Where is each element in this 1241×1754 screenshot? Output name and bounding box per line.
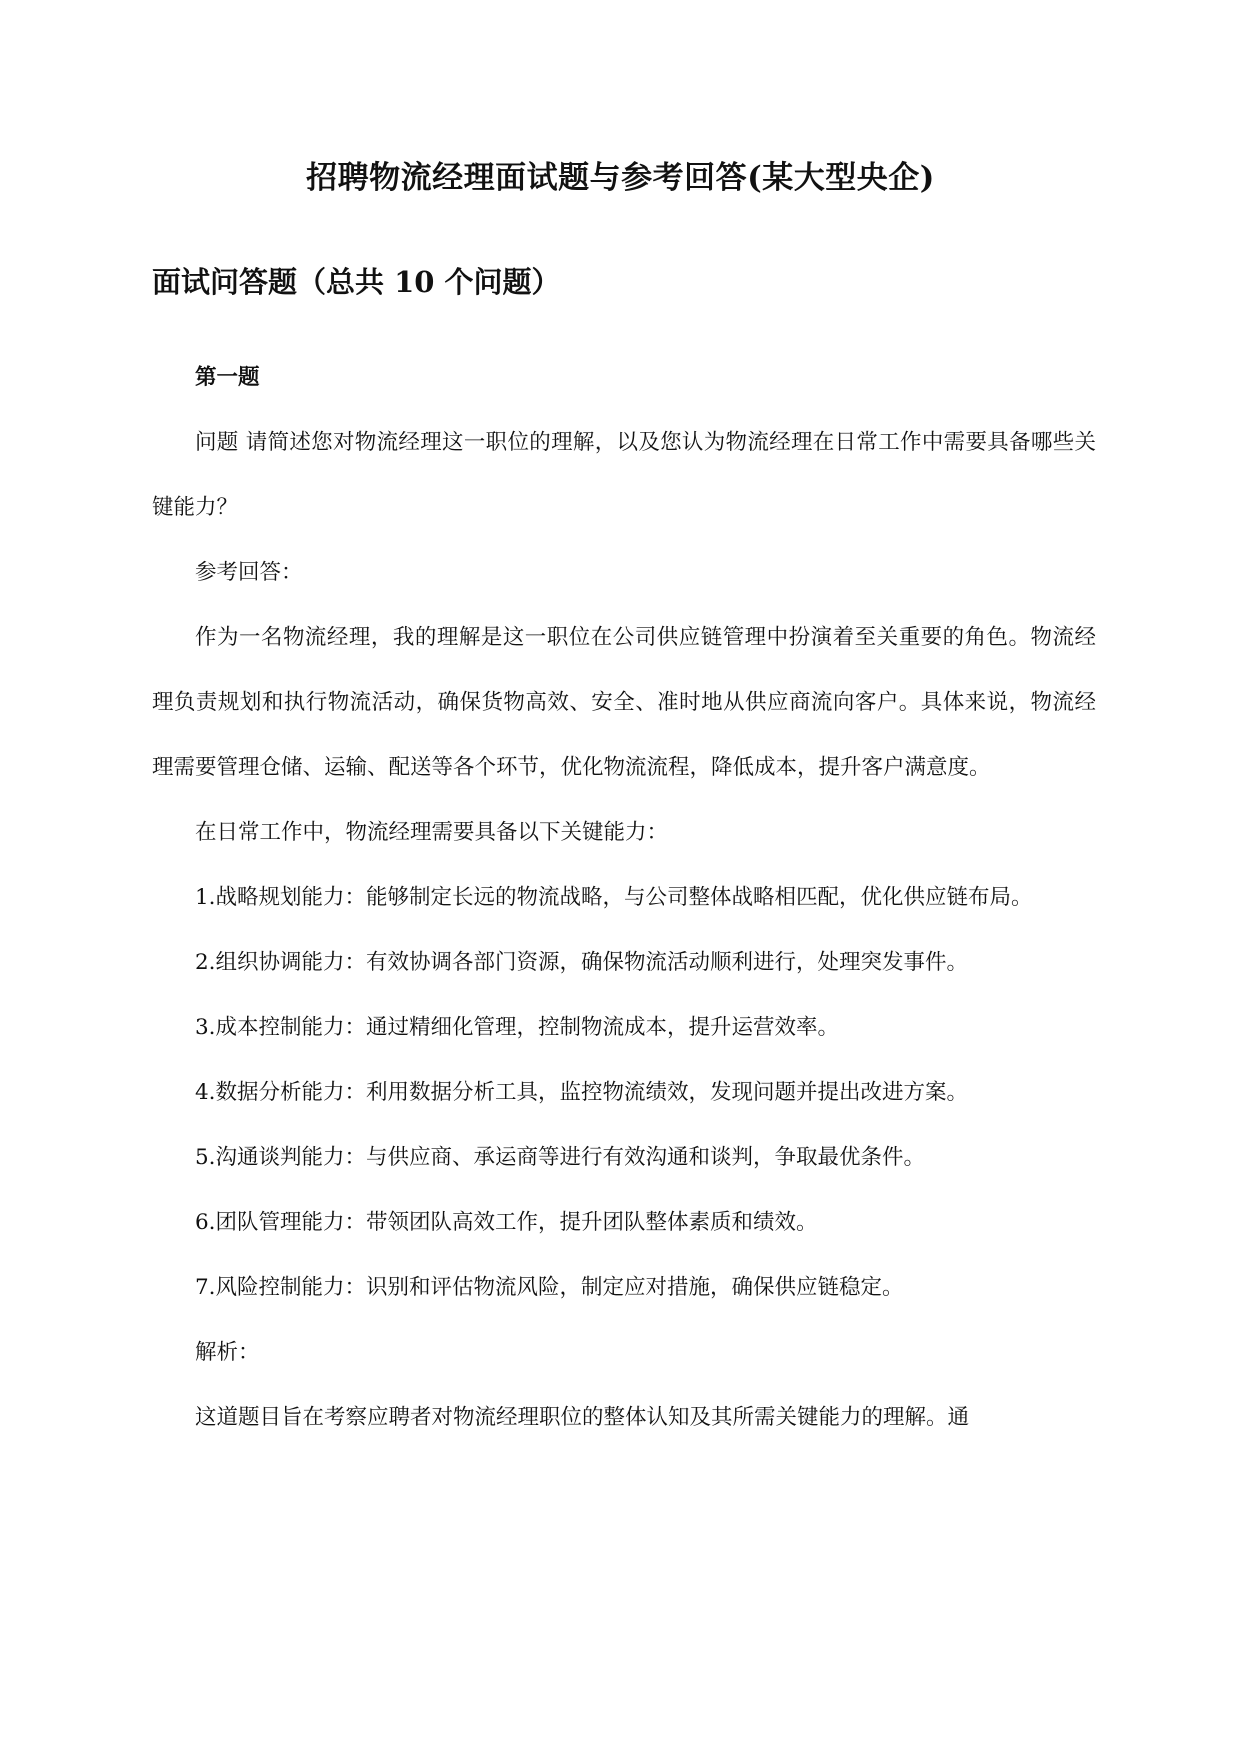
reference-answer-label: 参考回答：	[195, 560, 303, 585]
analysis-label: 解析：	[195, 1340, 260, 1365]
ability-item-4: 4.数据分析能力：利用数据分析工具，监控物流绩效，发现问题并提出改进方案。	[195, 1080, 969, 1105]
ability-item-3: 3.成本控制能力：通过精细化管理，控制物流成本，提升运营效率。	[195, 1015, 840, 1040]
answer-intro-paragraph: 作为一名物流经理，我的理解是这一职位在公司供应链管理中扮演着至关重要的角色。物流经理负责规划和执行物流活动，确保货物高效、安全、准时地从供应商流向客户。具体来说，物流经理需要管理仓储、运输、配送等各个环节，优化物流流程，降低成本，提升客户满意度。	[152, 625, 1096, 780]
ability-item-5: 5.沟通谈判能力：与供应商、承运商等进行有效沟通和谈判，争取最优条件。	[195, 1145, 926, 1170]
question-number: 第一题	[195, 365, 260, 390]
analysis-text: 这道题目旨在考察应聘者对物流经理职位的整体认知及其所需关键能力的理解。通	[195, 1405, 970, 1430]
ability-item-7: 7.风险控制能力：识别和评估物流风险，制定应对措施，确保供应链稳定。	[195, 1275, 904, 1300]
section-title: 面试问答题（总共 10 个问题）	[152, 265, 561, 299]
ability-item-6: 6.团队管理能力：带领团队高效工作，提升团队整体素质和绩效。	[195, 1210, 818, 1235]
ability-item-2: 2.组织协调能力：有效协调各部门资源，确保物流活动顺利进行，处理突发事件。	[195, 950, 969, 975]
document-title: 招聘物流经理面试题与参考回答(某大型央企)	[306, 160, 935, 196]
question-text: 问题 请简述您对物流经理这一职位的理解，以及您认为物流经理在日常工作中需要具备哪些关键能力？	[152, 430, 1096, 520]
ability-item-1: 1.战略规划能力：能够制定长远的物流战略，与公司整体战略相匹配，优化供应链布局。	[195, 885, 1033, 910]
document-body	[152, 345, 1096, 1450]
abilities-intro: 在日常工作中，物流经理需要具备以下关键能力：	[195, 820, 669, 845]
